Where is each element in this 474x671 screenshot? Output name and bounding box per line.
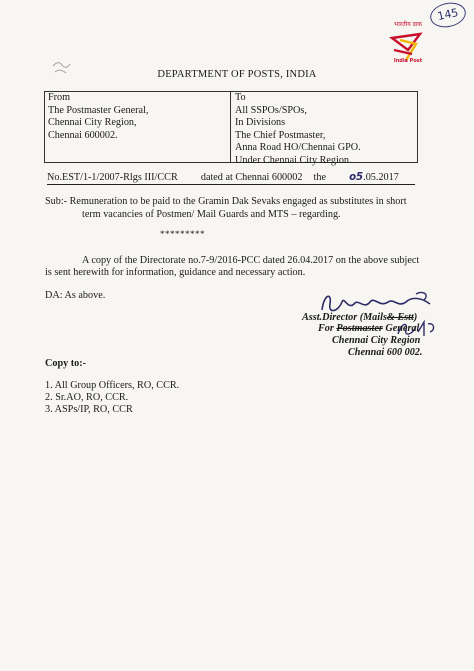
copy-to-item: 2. Sr.AO, RO, CCR. — [45, 392, 129, 403]
to-line: All SSPOs/SPOs, — [235, 104, 307, 116]
copy-to-item: 3. ASPs/IP, RO, CCR — [45, 404, 133, 415]
subject-prefix: Sub:- — [45, 196, 68, 207]
signature-city: Chennai 600 002. — [348, 347, 423, 358]
enclosure-note: DA: As above. — [45, 290, 106, 301]
reference-month-year: .05.2017 — [363, 172, 399, 183]
subject-line-2: term vacancies of Postmen/ Mail Guards and MTS – regarding. — [82, 209, 341, 220]
to-line: In Divisions — [235, 117, 286, 129]
to-line: To — [235, 92, 246, 103]
body-line-2: is sent herewith for information, guidance and necessary action. — [45, 267, 306, 278]
signature-for-suffix: General — [382, 323, 420, 334]
signature-designation-prefix: Asst.Director (Mails — [302, 312, 387, 323]
signature-designation-struck: & Estt — [386, 312, 414, 323]
from-column — [48, 92, 148, 142]
reference-underline — [47, 184, 415, 185]
body-line-1: A copy of the Directorate no.7-9/2016-PCC dated 26.04.2017 on the above subject — [82, 255, 420, 266]
to-column — [235, 92, 361, 168]
reference-number: No.EST/1-1/2007-Rlgs III/CCR — [47, 172, 178, 183]
logo-hindi-text: भारतीय डाक — [394, 21, 422, 28]
to-line: Anna Road HO/Chennai GPO. — [235, 142, 361, 154]
from-line: Chennai 600002. — [48, 129, 118, 141]
signature-region: Chennai City Region — [332, 335, 421, 346]
subject-text-1: Remuneration to be paid to the Gramin Dak Sevaks engaged as substitutes in short — [69, 196, 407, 207]
signature-for-struck: Postmaster — [336, 323, 383, 334]
reference-day-handwritten: o5 — [349, 172, 364, 183]
address-divider — [230, 91, 231, 163]
to-line: Under Chennai City Region. — [235, 154, 352, 166]
file-number-stamp: 145 — [428, 0, 468, 30]
separator-stars: ********* — [160, 229, 205, 239]
department-heading: DEPARTMENT OF POSTS, INDIA — [157, 69, 317, 80]
copy-to-label: Copy to:- — [45, 358, 87, 369]
from-line: The Postmaster General, — [48, 104, 149, 116]
from-line: From — [48, 92, 71, 103]
signature-for-line — [318, 323, 419, 336]
subject-line-1 — [45, 196, 407, 209]
copy-to-item: 1. All Group Officers, RO, CCR. — [45, 380, 180, 391]
reference-dated-label: dated at Chennai 600002 — [200, 172, 303, 183]
reference-line — [47, 172, 399, 185]
logo-english-text: India Post — [393, 58, 423, 64]
to-line: The Chief Postmaster, — [235, 129, 326, 141]
signature-for-prefix: For — [318, 323, 337, 334]
reference-the-label: the — [313, 172, 326, 183]
from-line: Chennai City Region, — [48, 117, 137, 129]
signature-designation-suffix: ) — [413, 312, 418, 323]
